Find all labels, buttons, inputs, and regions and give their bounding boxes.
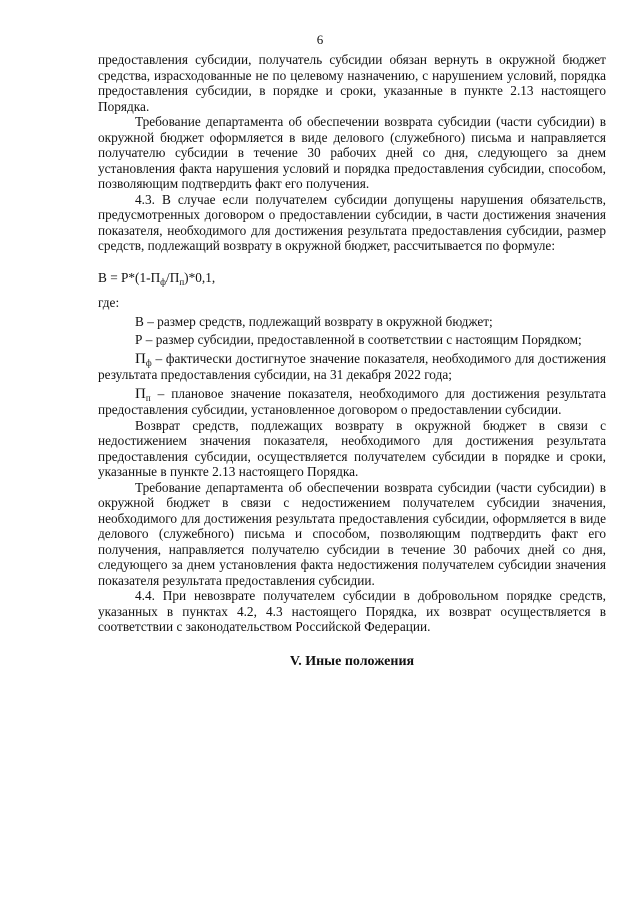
symbol-pf: $П_ф$ xyxy=(135,350,152,368)
formula-part-rhs: )*0,1, xyxy=(184,269,216,285)
formula-part-mid: /П xyxy=(166,269,180,285)
formula-part-lhs: В = Р*(1-П xyxy=(98,269,161,285)
page-number: 6 xyxy=(316,32,324,47)
paragraph-continuation: предоставления субсидии, получатель субсидии обязан вернуть в окружной бюджет средства, израсходованные не по целевому назначению, с нарушением условий, порядка предоставления субсидии, в порядке и сроки, указанные в пункте 2.13 настоящего Порядка. xyxy=(98,52,606,114)
definition-pp-text: – плановое значение показателя, необходимого для достижения результата предоставления субсидии, установленное договором о предоставлении субсидии. xyxy=(98,385,606,417)
where-label: где: xyxy=(98,295,120,310)
definition-pp xyxy=(98,386,606,418)
refund-formula xyxy=(98,270,606,286)
symbol-pp: $П_п$ xyxy=(135,385,151,403)
paragraph-refund-order: Возврат средств, подлежащих возврату в окружной бюджет в связи с недостижением значения показателя, необходимого для достижения результата предоставления субсидии, осуществляется получателем субсидии в порядке и сроки, указанные в пункте 2.13 настоящего Порядка. xyxy=(98,417,606,479)
formula-sub-p: п xyxy=(179,276,185,287)
paragraph-4-3: 4.3. В случае если получателем субсидии допущены нарушения обязательств, предусмотренных договором о предоставлении субсидии, в части достижения значения показателя, необходимого для достижения результата предоставления субсидии, размер средств, подлежащий возврату в окружной бюджет, рассчитывается по формуле: xyxy=(98,191,606,253)
definition-r: Р – размер субсидии, предоставленной в соответствии с настоящим Порядком; xyxy=(135,332,582,347)
definition-pf-text: – фактически достигнутое значение показателя, необходимого для достижения результата предоставления субсидии, на 31 декабря 2022 года; xyxy=(98,350,606,382)
section-title: V. Иные положения xyxy=(289,653,415,669)
document-body xyxy=(98,52,606,669)
paragraph-4-4: 4.4. При невозврате получателем субсидии в добровольном порядке средств, указанных в пунктах 4.2, 4.3 настоящего Порядка, их возврат осуществляется в соответствии с законодательством Российской Федерации. xyxy=(98,588,606,634)
definition-pf xyxy=(98,351,606,383)
paragraph-demand-shortfall: Требование департамента об обеспечении возврата субсидии (части субсидии) в окружной бюджет в связи с недостижением получателем субсидии значения, необходимого для достижения результата предоставления субсидии, оформляется в виде делового (служебного) письма и способом, позволяющим подтвердить факт его получения, направляется получателю субсидии в течение 30 рабочих дней со дня, следующего за днем установления факта недостижения получателем субсидии значения показателя результата предоставления субсидии. xyxy=(98,479,606,588)
paragraph-demand-notice: Требование департамента об обеспечении возврата субсидии (части субсидии) в окружной бюджет оформляется в виде делового (служебного) письма и направляется получателю субсидии в течение 30 рабочих дней со дня, следующего за днем установления факта нарушения условий и порядка предоставления субсидии, способом, позволяющим подтвердить факт его получения. xyxy=(98,114,606,191)
formula-sub-f: ф xyxy=(160,276,167,287)
definition-b: В – размер средств, подлежащий возврату в окружной бюджет; xyxy=(135,313,493,329)
